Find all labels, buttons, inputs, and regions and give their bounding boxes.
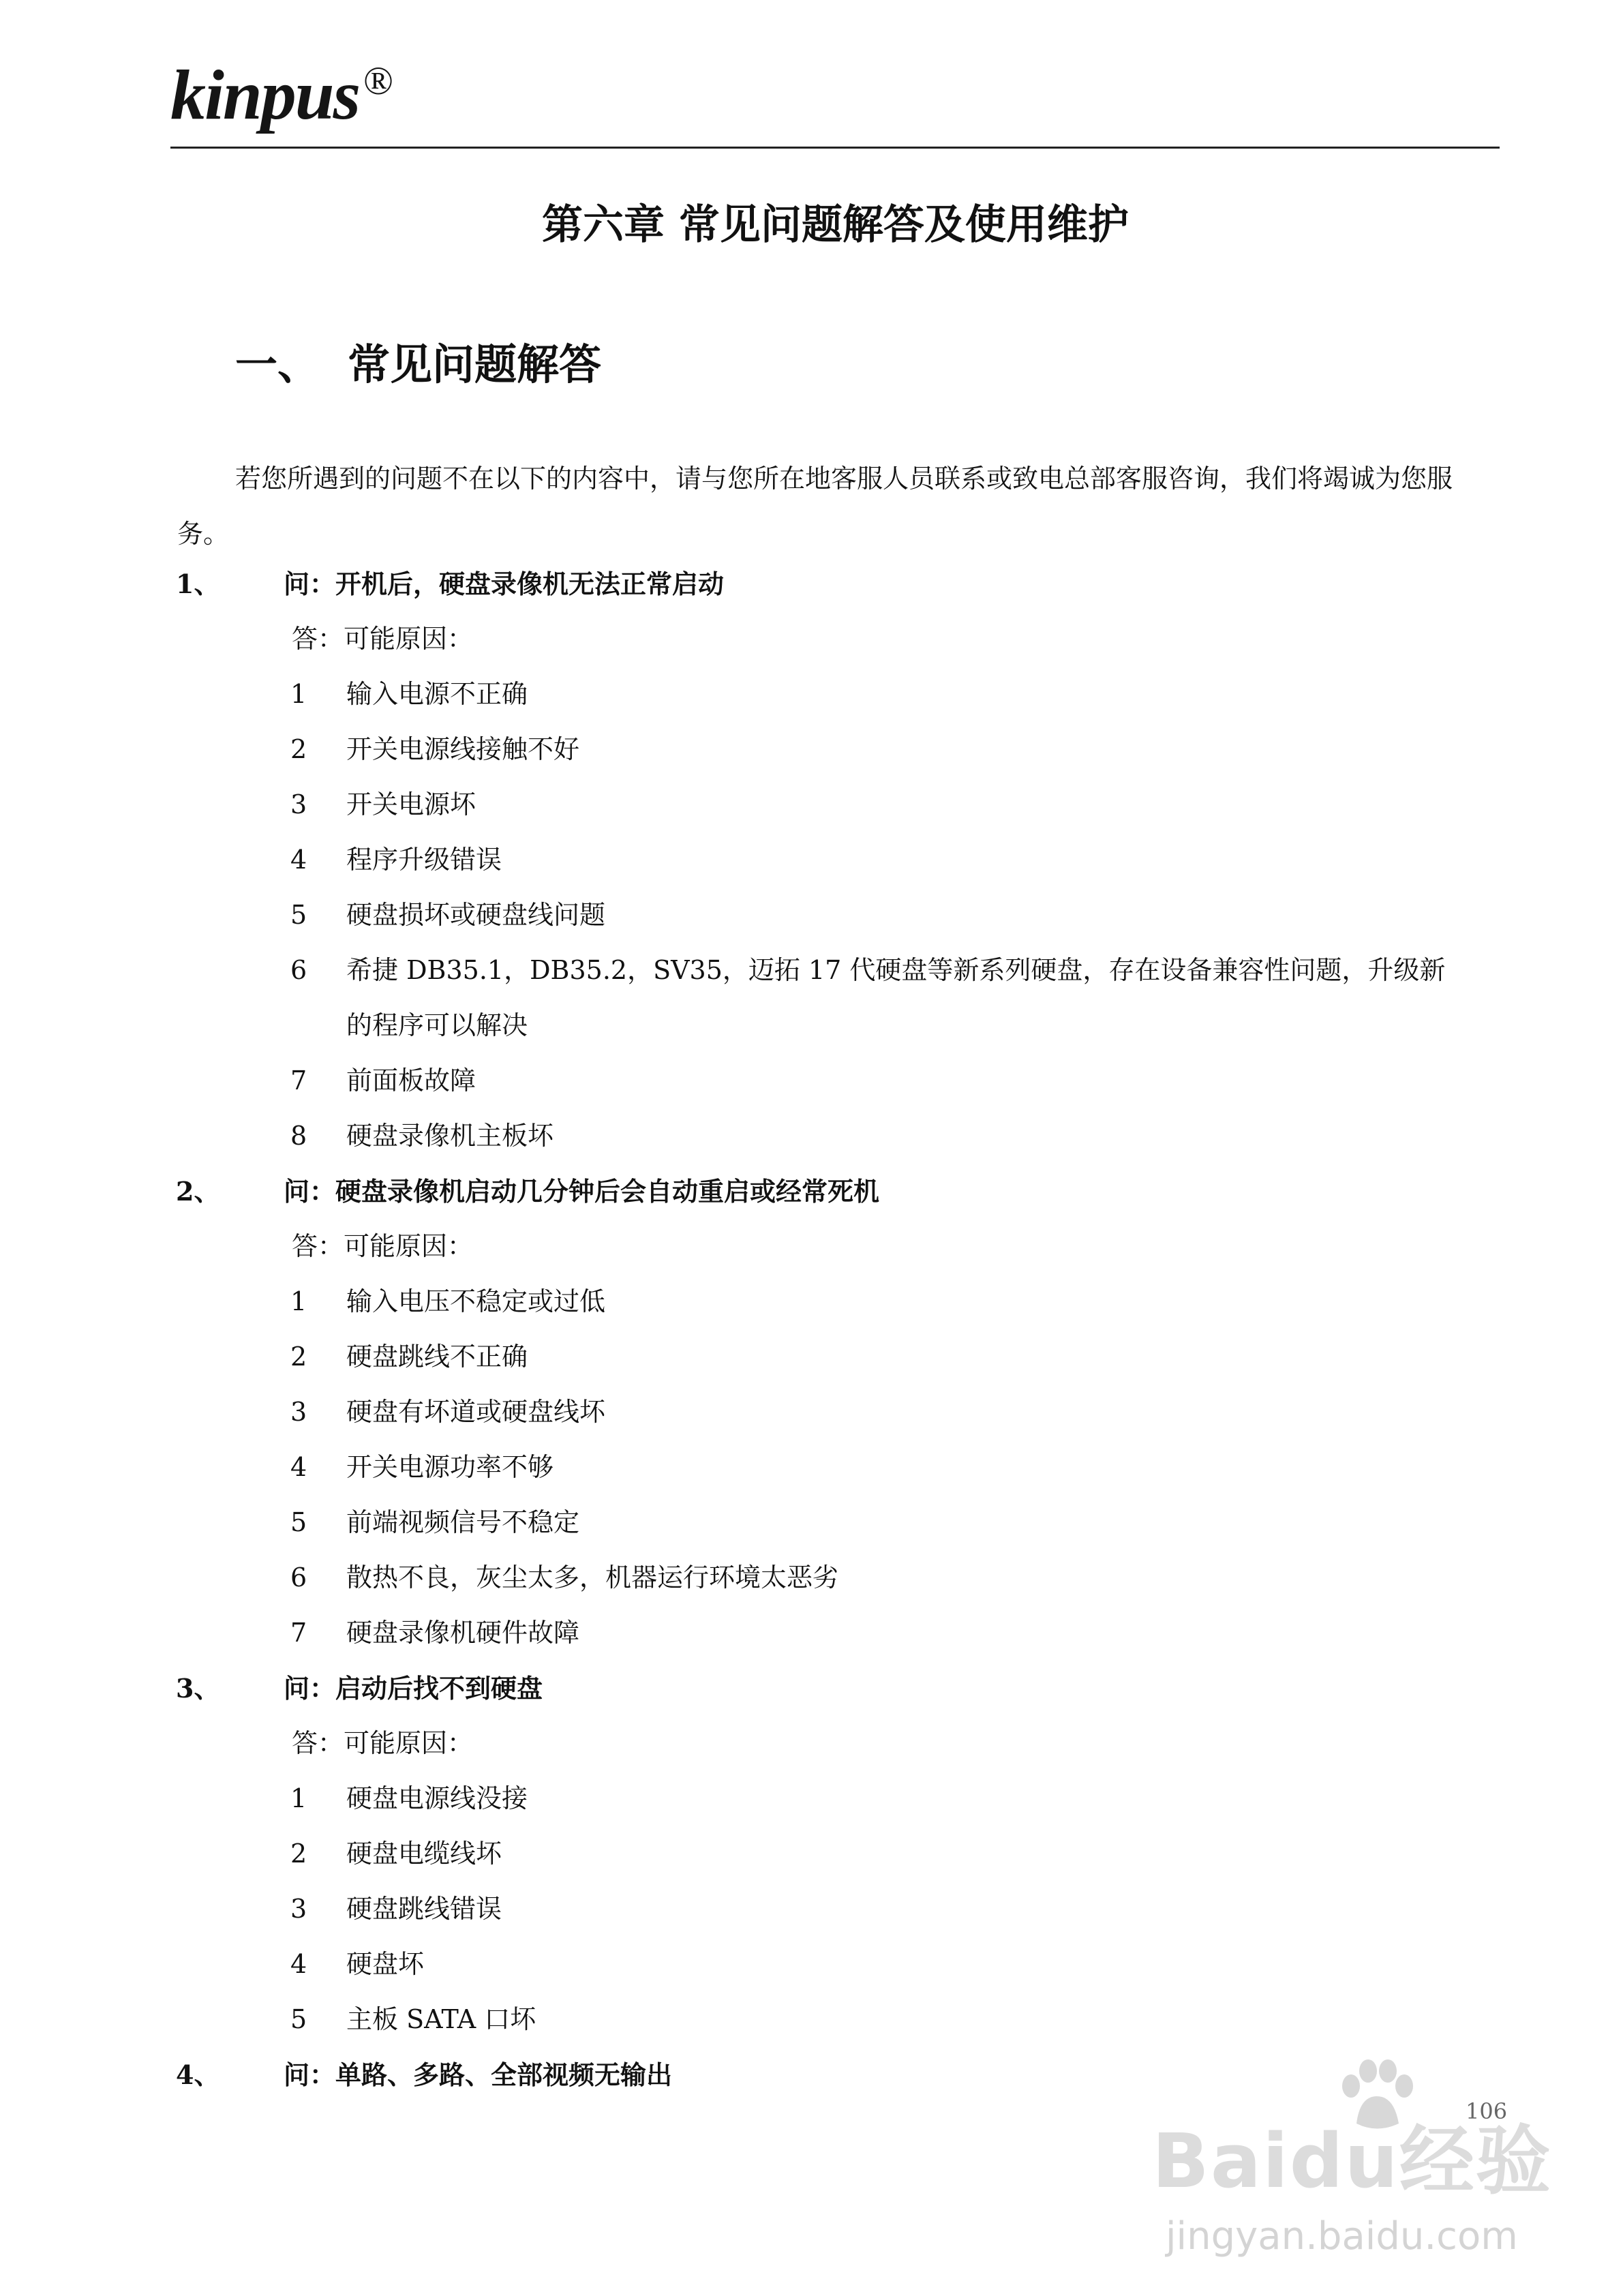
brand-name: kinpus — [170, 56, 360, 134]
chapter-title: 第六章 常见问题解答及使用维护 — [542, 201, 1129, 249]
item-number: 3 — [290, 789, 307, 819]
brand-logo — [170, 56, 393, 134]
question-number: 3、 — [176, 1673, 220, 1704]
answer-label: 答：可能原因： — [292, 624, 474, 654]
list-item — [176, 832, 1498, 888]
item-number: 2 — [290, 1839, 307, 1869]
item-text: 硬盘跳线错误 — [346, 1894, 502, 1924]
list-item — [176, 722, 1498, 777]
item-text: 希捷 DB35.1，DB35.2，SV35，迈拓 17 代硬盘等新系列硬盘，存在设备兼容性问题，升级新 — [346, 955, 1446, 985]
answer-label: 答：可能原因： — [292, 1231, 474, 1261]
item-text: 硬盘坏 — [346, 1949, 425, 1979]
item-number: 6 — [290, 1562, 307, 1592]
item-text: 前面板故障 — [346, 1066, 476, 1096]
list-item — [176, 1329, 1498, 1385]
list-item — [176, 1550, 1498, 1605]
item-text: 散热不良，灰尘太多，机器运行环境太恶劣 — [346, 1562, 839, 1592]
list-item — [176, 888, 1498, 943]
question-number: 4、 — [176, 2059, 220, 2090]
item-text: 主板 SATA 口坏 — [346, 2004, 536, 2034]
section-title: 常见问题解答 — [348, 339, 602, 389]
answer-label: 答：可能原因： — [292, 1728, 474, 1758]
watermark-brand: Baidu经验 — [1152, 2117, 1552, 2205]
intro-paragraph: 若您所遇到的问题不在以下的内容中，请与您所在地客服人员联系或致电总部客服咨询，我们将竭诚为您服务。 — [177, 464, 1453, 549]
list-item — [176, 1385, 1498, 1440]
item-number: 4 — [290, 1452, 307, 1482]
item-number: 1 — [290, 1286, 307, 1316]
list-item — [176, 1771, 1498, 1826]
list-item — [176, 667, 1498, 722]
item-text: 硬盘电缆线坏 — [346, 1839, 502, 1869]
item-text: 程序升级错误 — [346, 845, 502, 875]
faq-list — [176, 556, 1498, 2102]
list-item — [176, 1826, 1498, 1882]
question-row — [176, 1164, 1498, 1219]
header-divider — [170, 147, 1500, 149]
watermark-url: jingyan.baidu.com — [1166, 2214, 1518, 2259]
list-item — [176, 1992, 1498, 2047]
item-number: 4 — [290, 1949, 307, 1979]
question-text: 问：启动后找不到硬盘 — [284, 1673, 543, 1704]
section-heading — [235, 337, 601, 392]
item-number: 5 — [290, 900, 307, 930]
item-number: 2 — [290, 1342, 307, 1372]
item-number: 7 — [290, 1066, 307, 1096]
item-number: 1 — [290, 1783, 307, 1813]
item-number: 7 — [290, 1618, 307, 1648]
list-item — [176, 1605, 1498, 1661]
item-text: 前端视频信号不稳定 — [346, 1507, 580, 1537]
item-text: 开关电源线接触不好 — [346, 734, 580, 764]
list-item — [176, 1053, 1498, 1108]
item-text: 硬盘电源线没接 — [346, 1783, 528, 1813]
item-number: 1 — [290, 679, 307, 709]
section-number: 一、 — [235, 339, 320, 389]
item-text: 硬盘跳线不正确 — [346, 1342, 528, 1372]
item-text: 输入电压不稳定或过低 — [346, 1286, 606, 1316]
list-item — [176, 1882, 1498, 1937]
question-text: 问：硬盘录像机启动几分钟后会自动重启或经常死机 — [284, 1176, 880, 1207]
list-item — [176, 1937, 1498, 1992]
question-text: 问：开机后，硬盘录像机无法正常启动 — [284, 569, 725, 599]
item-number: 8 — [290, 1121, 307, 1151]
list-item — [176, 1440, 1498, 1495]
list-item — [176, 1274, 1498, 1329]
question-number: 2、 — [176, 1176, 220, 1207]
list-item — [176, 1108, 1498, 1164]
question-text: 问：单路、多路、全部视频无输出 — [284, 2059, 673, 2090]
item-number: 4 — [290, 845, 307, 875]
item-text: 输入电源不正确 — [346, 679, 528, 709]
item-text: 开关电源坏 — [346, 789, 476, 819]
list-item — [176, 1495, 1498, 1550]
item-number: 3 — [290, 1894, 307, 1924]
item-text: 硬盘有坏道或硬盘线坏 — [346, 1397, 606, 1427]
list-item-continuation: 的程序可以解决 — [346, 1010, 528, 1040]
item-number: 2 — [290, 734, 307, 764]
registered-mark: ® — [363, 59, 393, 103]
item-text: 硬盘损坏或硬盘线问题 — [346, 900, 606, 930]
item-text: 硬盘录像机主板坏 — [346, 1121, 554, 1151]
item-number: 5 — [290, 2004, 307, 2034]
item-number: 3 — [290, 1397, 307, 1427]
item-number: 5 — [290, 1507, 307, 1537]
question-row — [176, 1661, 1498, 1716]
list-item — [176, 943, 1498, 998]
watermark — [1152, 2059, 1552, 2263]
item-text: 硬盘录像机硬件故障 — [346, 1618, 580, 1648]
list-item — [176, 777, 1498, 832]
page-number: 106 — [1466, 2098, 1508, 2124]
question-number: 1、 — [176, 569, 220, 599]
question-row — [176, 556, 1498, 611]
item-number: 6 — [290, 955, 307, 985]
item-text: 开关电源功率不够 — [346, 1452, 554, 1482]
